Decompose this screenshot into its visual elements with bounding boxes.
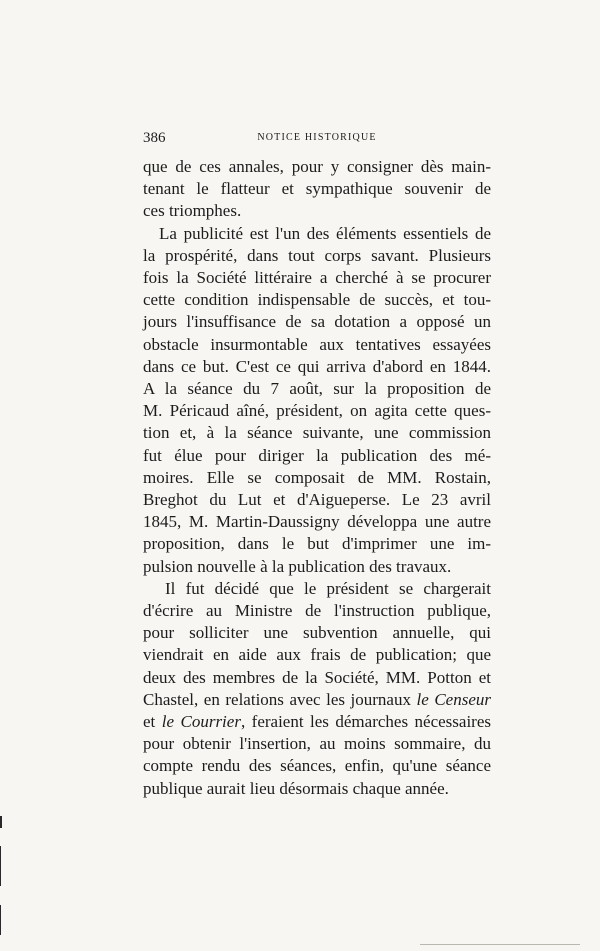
text-line: tenant le flatteur et sympathique souvenir de (143, 179, 491, 199)
scan-edge-mark (0, 846, 1, 886)
scan-edge-mark (0, 816, 2, 828)
running-head (143, 130, 491, 152)
text-line: La publicité est l'un des éléments essentiels de (159, 223, 491, 243)
text-line: viendrait en aide aux frais de publication; que (143, 645, 491, 665)
text-line: 1845, M. Martin-Daussigny développa une autre (143, 512, 491, 532)
text-line: pour solliciter une subvention annuelle, qui (143, 623, 491, 643)
scan-bottom-rule (420, 944, 580, 945)
text-line: obstacle insurmontable aux tentatives essayées (143, 334, 491, 354)
body-text (143, 156, 491, 800)
page-number: 386 (143, 130, 166, 146)
text-line: dans ce but. C'est ce qui arriva d'abord en 1844. (143, 356, 491, 376)
scan-edge-mark (0, 905, 1, 935)
paragraph-3 (143, 578, 491, 800)
newspaper-title-courrier: le Courrier (161, 712, 241, 732)
text-line: tion et, à la séance suivante, une commission (143, 423, 491, 443)
text-line: ces triomphes. (143, 201, 242, 221)
text-line: publique aurait lieu désormais chaque année. (143, 778, 449, 798)
text-line: que de ces annales, pour y consigner dès main- (143, 157, 491, 176)
text-line: deux des membres de la Société, MM. Potton et (143, 667, 491, 687)
text-line: compte rendu des séances, enfin, qu'une séance (143, 756, 491, 776)
text-line: A la séance du 7 août, sur la proposition de (143, 379, 491, 399)
running-title: NOTICE HISTORIQUE (257, 132, 377, 143)
text-line: pulsion nouvelle à la publication des travaux. (143, 556, 452, 576)
text-line: fois la Société littéraire a cherché à se procurer (143, 268, 491, 288)
paragraph-1 (143, 156, 491, 223)
newspaper-title-censeur: le Censeur (416, 689, 491, 709)
text-line: pour obtenir l'insertion, au moins sommaire, du (143, 734, 491, 754)
text-line: fut élue pour diriger la publication des mé- (143, 445, 491, 465)
text-line: la prospérité, dans tout corps savant. Plusieurs (143, 245, 491, 265)
text-segment: , feraient les démarches nécessaires (240, 712, 491, 732)
paragraph-2 (143, 223, 491, 578)
text-line: jours l'insuffisance de sa dotation a opposé un (143, 312, 491, 332)
text-line: Il fut décidé que le président se chargerait (165, 578, 491, 598)
text-segment: et (143, 712, 162, 732)
text-line-with-italic (143, 689, 491, 711)
text-line: cette condition indispensable de succès, et tou- (143, 290, 491, 310)
text-segment: Chastel, en relations avec les journaux (143, 689, 417, 709)
text-line: moires. Elle se composait de MM. Rostain, (143, 467, 491, 487)
text-line-with-italic (143, 711, 491, 733)
text-line: Breghot du Lut et d'Aigueperse. Le 23 avril (143, 490, 491, 510)
text-line: proposition, dans le but d'imprimer une im- (143, 534, 491, 554)
text-line: d'écrire au Ministre de l'instruction publique, (143, 601, 491, 621)
text-line: M. Péricaud aîné, président, on agita cette ques- (143, 401, 491, 421)
